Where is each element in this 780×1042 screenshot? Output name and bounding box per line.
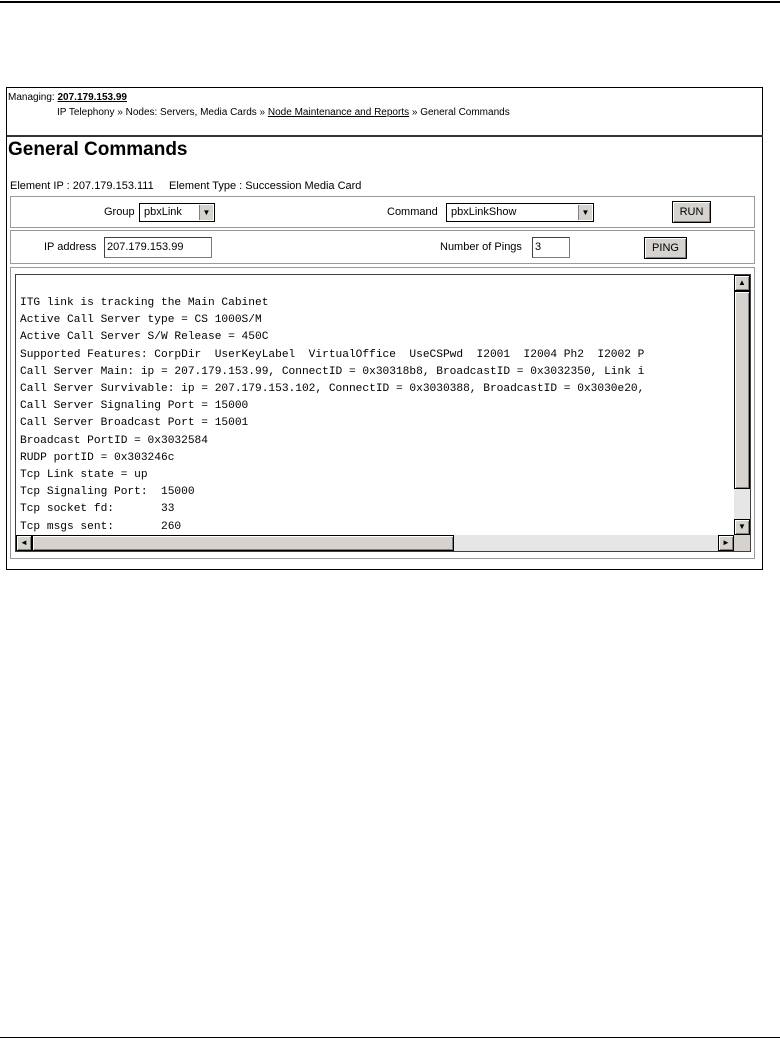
group-select[interactable]	[139, 203, 215, 222]
ip-address-label: IP address	[44, 241, 97, 253]
output-line: Broadcast PortID = 0x3032584	[20, 434, 208, 447]
breadcrumb-general-commands: General Commands	[420, 107, 510, 118]
output-line: Tcp Link state = up	[20, 469, 148, 482]
scrollbar-corner	[734, 535, 750, 551]
number-of-pings-label: Number of Pings	[440, 241, 522, 253]
breadcrumb-nodes: Nodes: Servers, Media Cards	[125, 107, 257, 118]
horizontal-scrollbar[interactable]	[16, 535, 734, 551]
group-select-value: pbxLink	[144, 206, 182, 218]
element-ip-label: Element IP :	[10, 180, 70, 192]
arrow-right-icon[interactable]: ►	[718, 535, 734, 551]
arrow-left-icon[interactable]: ◄	[16, 535, 32, 551]
page-bottom-rule	[0, 1037, 780, 1038]
page-title: General Commands	[8, 139, 188, 160]
breadcrumb-separator: »	[411, 107, 418, 118]
output-line: Tcp msgs sent: 260	[20, 520, 182, 533]
output-line: Call Server Main: ip = 207.179.153.99, ConnectID = 0x30318b8, BroadcastID = 0x3032350, Link i	[20, 365, 645, 378]
output-line: Call Server Broadcast Port = 15001	[20, 417, 249, 430]
output-line: RUDP portID = 0x303246c	[20, 451, 175, 464]
command-output[interactable]	[15, 274, 751, 552]
arrow-up-icon[interactable]: ▲	[734, 275, 750, 291]
managing-ip-link[interactable]: 207.179.153.99	[57, 92, 127, 103]
output-line: ITG link is tracking the Main Cabinet	[20, 297, 269, 309]
breadcrumb-node-maintenance-link[interactable]: Node Maintenance and Reports	[267, 107, 410, 118]
vertical-scroll-thumb[interactable]	[734, 291, 750, 489]
output-line: Tcp socket fd: 33	[20, 503, 175, 516]
breadcrumb-ip-telephony: IP Telephony	[57, 107, 115, 118]
ip-address-input[interactable]: 207.179.153.99	[104, 237, 212, 258]
title-divider	[7, 135, 763, 137]
ping-button[interactable]: PING	[644, 237, 687, 259]
chevron-down-icon: ▼	[578, 205, 592, 220]
output-line: Supported Features: CorpDir UserKeyLabel VirtualOffice UseCSPwd I2001 I2004 Ph2 I2002 P	[20, 348, 645, 361]
run-button[interactable]: RUN	[672, 201, 711, 223]
element-ip-value: 207.179.153.111	[72, 180, 154, 192]
managing-line	[8, 92, 127, 103]
chevron-down-icon: ▼	[199, 205, 213, 220]
group-label: Group	[104, 206, 135, 218]
command-panel	[10, 196, 755, 228]
breadcrumb	[57, 107, 510, 118]
screenshot-frame	[6, 87, 763, 570]
output-line: Active Call Server type = CS 1000S/M	[20, 314, 262, 327]
command-select-value: pbxLinkShow	[451, 206, 517, 218]
managing-label: Managing:	[8, 92, 55, 103]
output-line: Tcp Signaling Port: 15000	[20, 486, 195, 499]
breadcrumb-separator: »	[117, 107, 123, 118]
number-of-pings-input[interactable]: 3	[532, 237, 570, 258]
ping-panel	[10, 230, 755, 264]
horizontal-scroll-thumb[interactable]	[32, 535, 454, 551]
element-type-label: Element Type :	[169, 180, 243, 192]
vertical-scrollbar[interactable]	[734, 275, 750, 535]
page-top-rule	[0, 1, 780, 3]
element-type-value: Succession Media Card	[245, 180, 362, 192]
command-label: Command	[387, 206, 438, 218]
output-line: Call Server Survivable: ip = 207.179.153.102, ConnectID = 0x3030388, BroadcastID = 0x3030e20,	[20, 383, 645, 396]
output-line: Call Server Signaling Port = 15000	[20, 400, 249, 413]
command-select[interactable]	[446, 203, 594, 222]
arrow-down-icon[interactable]: ▼	[734, 519, 750, 535]
output-panel	[10, 267, 755, 559]
element-info	[10, 180, 361, 192]
breadcrumb-separator: »	[259, 107, 266, 118]
output-text	[20, 295, 732, 535]
output-line: Active Call Server S/W Release = 450C	[20, 331, 269, 344]
